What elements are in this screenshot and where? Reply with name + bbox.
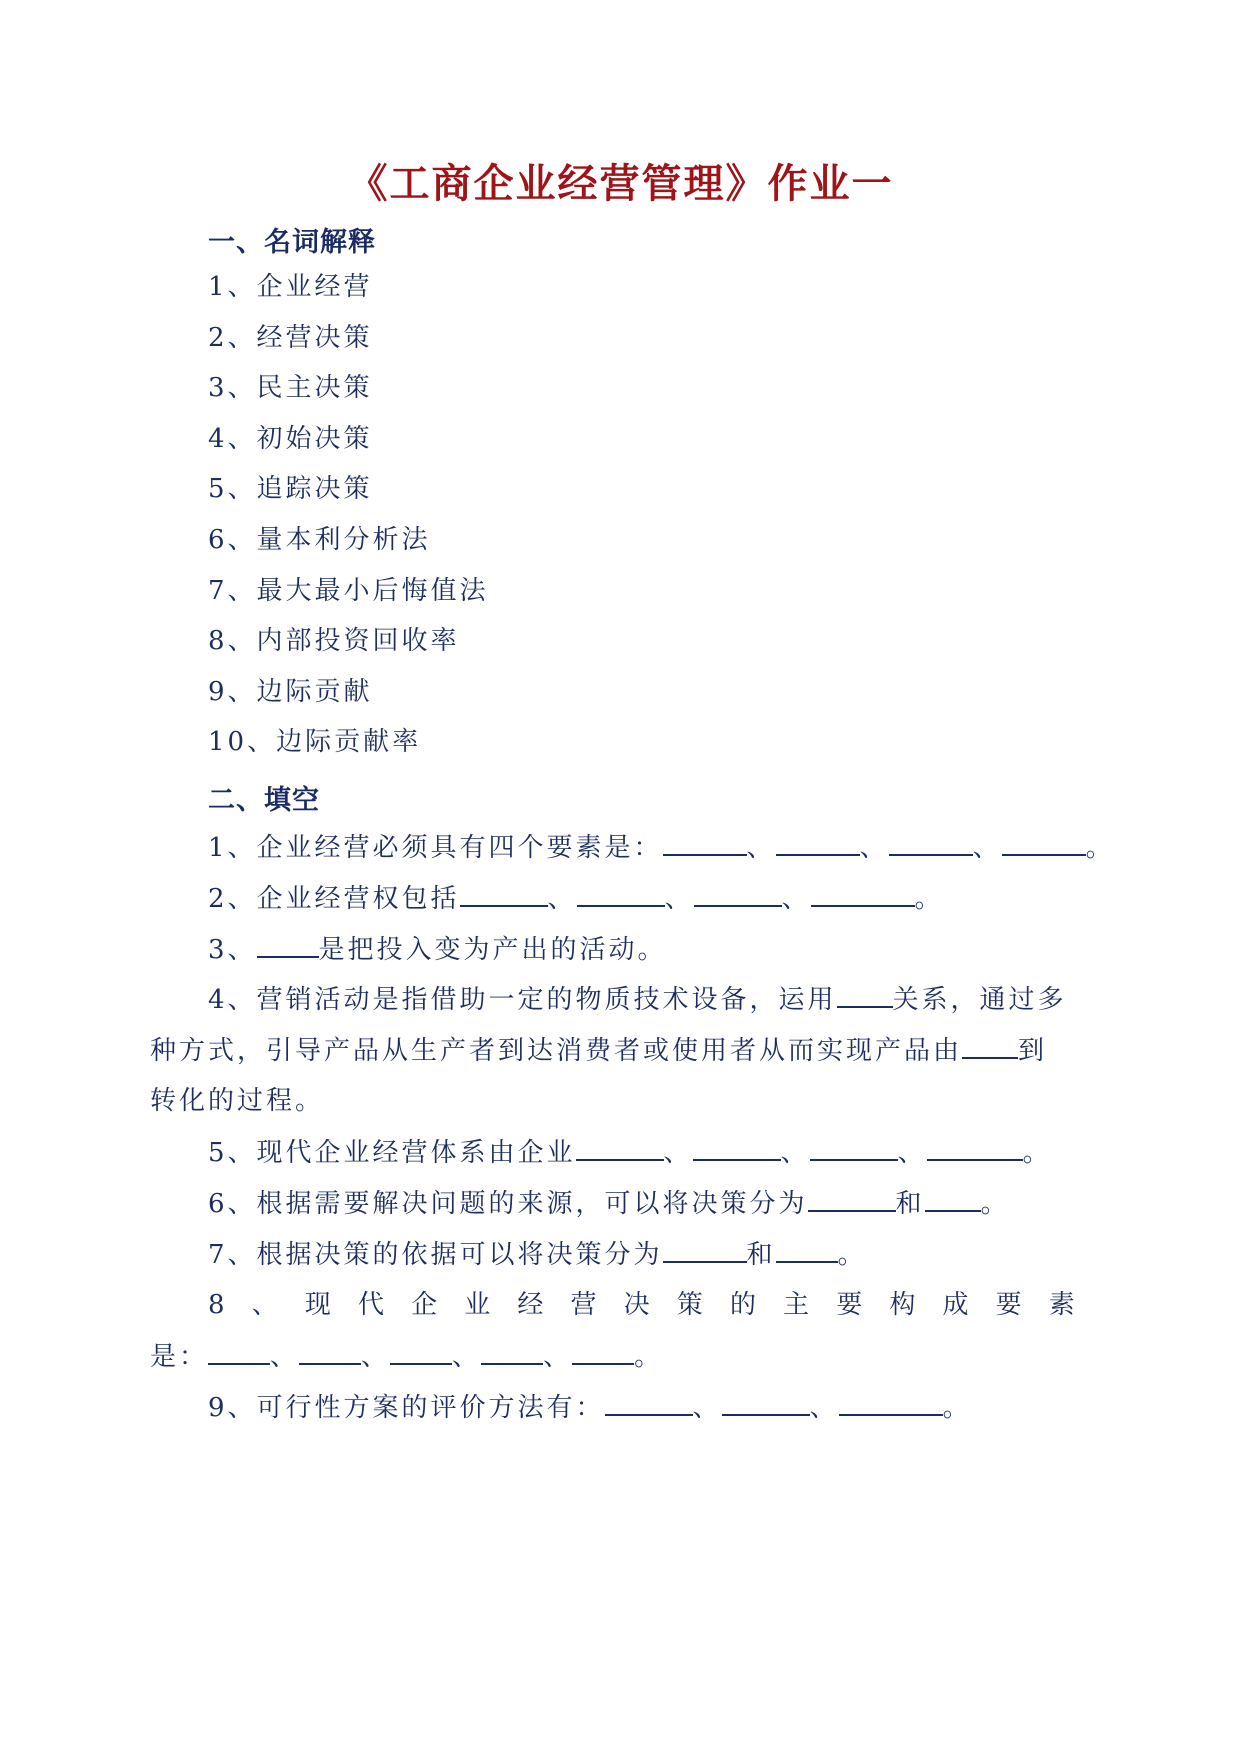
question-char: 企 (411, 1290, 441, 1320)
blank[interactable] (811, 881, 915, 907)
question-9 (208, 1390, 972, 1425)
question-7 (208, 1237, 867, 1272)
question-char: 构 (889, 1290, 919, 1320)
question-8-line-1 (208, 1288, 1078, 1322)
separator: 、 (543, 1342, 573, 1372)
definition-item: 1、企业经营 (208, 272, 373, 302)
question-text: 和 (746, 1240, 776, 1270)
blank[interactable] (663, 1237, 747, 1263)
separator: 、 (361, 1342, 391, 1372)
terminator: 。 (914, 884, 944, 914)
separator: 、 (452, 1342, 482, 1372)
question-number: 3、 (208, 935, 257, 965)
question-4-line-1 (208, 982, 1067, 1017)
question-text: 种方式，引导产品从生产者到达消费者或使用者从而实现产品由 (150, 1036, 963, 1066)
separator: 、 (897, 1138, 927, 1168)
blank[interactable] (810, 1135, 898, 1161)
blank[interactable] (605, 1390, 693, 1416)
blank[interactable] (390, 1339, 452, 1365)
question-char: 要 (995, 1290, 1025, 1320)
question-char: 现 (304, 1290, 334, 1320)
question-text: 关系，通过多 (892, 985, 1067, 1015)
question-text: 6、根据需要解决问题的来源，可以将决策分为 (208, 1189, 808, 1219)
separator: 、 (692, 1393, 722, 1423)
definition-item: 2、经营决策 (208, 322, 373, 353)
blank[interactable] (576, 1135, 664, 1161)
document-title: 《工商企业经营管理》作业一 (347, 161, 894, 207)
definition-item: 10、边际贡献率 (208, 727, 422, 758)
question-text: 到 (1018, 1036, 1048, 1066)
definition-item: 5、追踪决策 (208, 474, 373, 505)
question-text: 5、现代企业经营体系由企业 (208, 1138, 576, 1168)
blank[interactable] (208, 1339, 270, 1365)
question-char: 代 (357, 1290, 387, 1320)
section-heading-fill-blank: 二、填空 (208, 785, 320, 816)
question-char: 决 (623, 1290, 653, 1320)
blank[interactable] (962, 1033, 1018, 1059)
blank[interactable] (460, 881, 548, 907)
question-char: 素 (1048, 1290, 1078, 1320)
question-text: 和 (895, 1189, 925, 1219)
terminator: 。 (837, 1240, 867, 1270)
terminator: 。 (980, 1189, 1010, 1219)
separator: 、 (859, 833, 889, 863)
question-text: 9、可行性方案的评价方法有： (208, 1393, 605, 1423)
definition-item: 3、民主决策 (208, 373, 373, 404)
terminator: 。 (942, 1393, 972, 1423)
question-8-line-2 (150, 1339, 663, 1374)
blank[interactable] (299, 1339, 361, 1365)
definition-item: 6、量本利分析法 (208, 525, 431, 555)
question-char: 业 (464, 1290, 494, 1320)
question-char: 要 (836, 1290, 866, 1320)
definition-item: 9、边际贡献 (208, 676, 373, 707)
question-char: 、 (251, 1290, 281, 1320)
blank[interactable] (925, 1186, 981, 1212)
question-4-line-3: 转化的过程。 (150, 1086, 325, 1116)
blank[interactable] (577, 881, 665, 907)
question-char: 的 (729, 1290, 759, 1320)
question-text: 是： (150, 1342, 209, 1372)
definition-item: 8、内部投资回收率 (208, 626, 460, 657)
blank[interactable] (839, 1390, 943, 1416)
blank[interactable] (927, 1135, 1023, 1161)
question-5 (208, 1135, 1052, 1170)
terminator: 。 (1022, 1138, 1052, 1168)
blank[interactable] (776, 830, 860, 856)
separator: 、 (547, 884, 577, 914)
blank[interactable] (694, 881, 782, 907)
question-2 (208, 881, 944, 916)
question-text: 7、根据决策的依据可以将决策分为 (208, 1240, 663, 1270)
blank[interactable] (663, 830, 747, 856)
blank[interactable] (722, 1390, 810, 1416)
separator: 、 (809, 1393, 839, 1423)
question-text: 4、营销活动是指借助一定的物质技术设备，运用 (208, 985, 837, 1015)
question-text: 1、企业经营必须具有四个要素是： (208, 833, 663, 863)
section-heading-definitions: 一、名词解释 (208, 227, 376, 258)
terminator: 。 (634, 1342, 664, 1372)
separator: 、 (972, 833, 1002, 863)
question-4-line-2 (150, 1033, 1047, 1068)
question-text: 2、企业经营权包括 (208, 884, 460, 914)
definition-item: 4、初始决策 (208, 423, 373, 454)
blank[interactable] (776, 1237, 838, 1263)
blank[interactable] (808, 1186, 896, 1212)
separator: 、 (664, 884, 694, 914)
question-char: 8 (208, 1290, 228, 1320)
question-6 (208, 1186, 1010, 1221)
blank[interactable] (481, 1339, 543, 1365)
separator: 、 (270, 1342, 300, 1372)
question-text: 是把投入变为产出的活动。 (318, 935, 667, 965)
separator: 、 (781, 884, 811, 914)
blank[interactable] (257, 932, 319, 958)
separator: 、 (663, 1138, 693, 1168)
blank[interactable] (693, 1135, 781, 1161)
question-char: 策 (676, 1290, 706, 1320)
blank[interactable] (1002, 830, 1086, 856)
blank[interactable] (889, 830, 973, 856)
definition-item: 7、最大最小后悔值法 (208, 575, 489, 606)
separator: 、 (780, 1138, 810, 1168)
question-char: 主 (783, 1290, 813, 1320)
terminator: 。 (1085, 833, 1115, 863)
question-char: 营 (570, 1290, 600, 1320)
blank[interactable] (837, 982, 893, 1008)
blank[interactable] (572, 1339, 634, 1365)
separator: 、 (746, 833, 776, 863)
question-char: 经 (517, 1290, 547, 1320)
question-char: 成 (942, 1290, 972, 1320)
question-1 (208, 830, 1115, 865)
question-3 (208, 932, 667, 967)
